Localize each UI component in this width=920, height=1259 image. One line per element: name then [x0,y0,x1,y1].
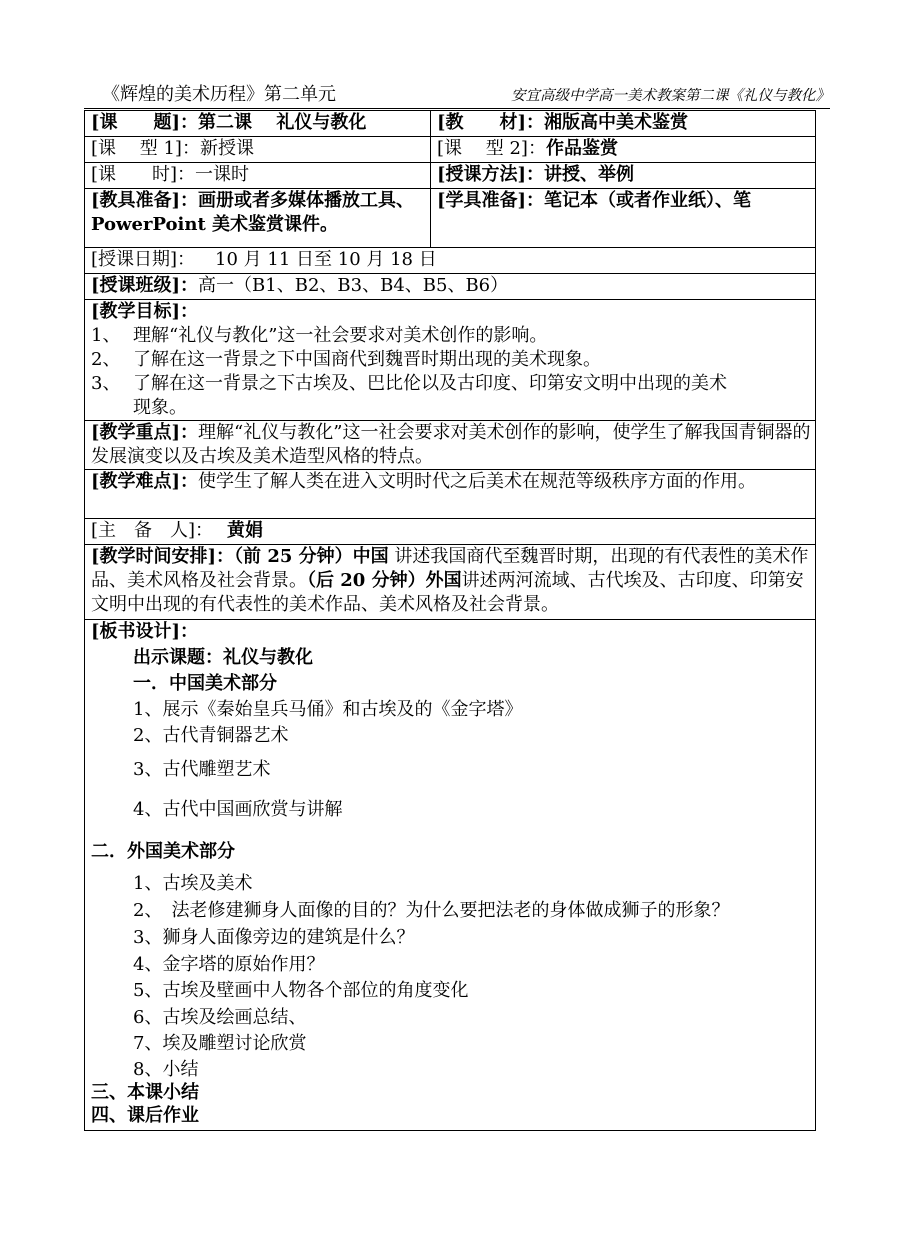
type2-value: 作品鉴赏 [545,138,618,159]
goal-num: 2、 [91,349,121,370]
key-value: 理解“礼仪与教化”这一社会要求对美术创作的影响，使学生了解我国青铜器的发展演变以及古埃及美术造型风格的特点。 [91,422,811,467]
key-label: [教学重点]： [91,422,199,443]
board-china-item: 3、古代雕塑艺术 [133,759,271,780]
method-label: [授课方法]： [437,164,545,185]
header-school-course: 安宜高级中学高一美术教案第二课《礼仪与教化》 [511,88,830,104]
board-title: 出示课题：礼仪与教化 [133,647,313,668]
board-section-summary: 三、本课小结 [91,1082,199,1103]
row-type [85,137,816,163]
board-foreign-item: 4、金字塔的原始作用？ [133,954,325,975]
lesson-plan-table [84,110,816,1131]
goals-label: [教学目标]： [91,301,199,322]
material-label: [教 材]： [437,112,545,133]
topic-label: [课 题]： [91,112,199,133]
row-key-point [85,421,816,470]
material-value: 湘版高中美术鉴赏 [544,112,689,133]
class-label: [授课班级]： [91,275,199,296]
cell-topic [85,111,431,137]
cell-class [85,274,816,300]
type2-label: [课 型 2]： [437,138,546,159]
cell-type2 [431,137,816,163]
cell-difficulty [85,470,816,519]
topic-value: 第二课 礼仪与教化 [198,112,367,133]
schedule-part1-text: 讲述我国商代至魏晋时期，出现的有代表性的美术作品、美术风格及社会背景。 [91,546,809,591]
hours-value: 一课时 [195,164,250,185]
header-unit-title: 《辉煌的美术历程》第二单元 [102,84,336,105]
row-topic [85,111,816,137]
cell-date [85,248,816,274]
schedule-part1-heading: （前 25 分钟）中国 [234,546,389,567]
row-difficulty [85,470,816,519]
board-section-homework: 四、课后作业 [91,1105,199,1126]
difficulty-label: [教学难点]： [91,471,199,492]
page-header [84,84,830,109]
row-date [85,248,816,274]
board-foreign-item: 2、 法老修建狮身人面像的目的？为什么要把法老的身体做成狮子的形象？ [133,900,730,921]
row-class [85,274,816,300]
cell-method [431,163,816,189]
row-board-design [85,620,816,1131]
cell-type1 [85,137,431,163]
cell-schedule [85,545,816,620]
method-value: 讲授、举例 [544,164,635,185]
cell-goals [85,300,816,421]
type1-value: 新授课 [199,138,254,159]
schedule-label: [教学时间安排]： [91,546,235,567]
cell-student-tools [431,189,816,248]
student-tools-label: [学具准备]： [437,190,545,211]
goal-item [91,372,815,396]
goal-num: 3、 [91,373,121,394]
date-value: 10 月 11 日至 10 月 18 日 [215,249,437,270]
date-label: [授课日期]： [91,249,196,270]
board-design [91,620,815,1130]
goal-item [91,348,815,372]
board-section-china: 一．中国美术部分 [133,673,277,694]
goal-text: 理解“礼仪与教化”这一社会要求对美术创作的影响。 [133,325,548,346]
hours-label: [课 时]： [91,164,196,185]
goal-text: 了解在这一背景之下古埃及、巴比伦以及古印度、印第安文明中出现的美术 [133,373,727,394]
cell-preparer [85,519,816,545]
class-value: 高一（B1、B2、B3、B4、B5、B6） [198,275,509,296]
type1-label: [课 型 1]： [91,138,200,159]
student-tools-value: 笔记本（或者作业纸）、笔 [544,190,752,211]
row-tools [85,189,816,248]
schedule-part2-text: 讲述两河流域、古代埃及、古印度、印第安文明中出现的有代表性的美术作品、美术风格及社会背景。 [91,570,804,615]
board-china-item: 4、古代中国画欣赏与讲解 [133,799,343,820]
row-hours [85,163,816,189]
row-goals [85,300,816,421]
row-schedule [85,545,816,620]
cell-board-design [85,620,816,1131]
row-preparer [85,519,816,545]
goal-item [91,324,815,348]
board-foreign-item: 7、埃及雕塑讨论欣赏 [133,1033,307,1054]
cell-hours [85,163,431,189]
board-foreign-item: 6、古埃及绘画总结、 [133,1007,307,1028]
goal-text: 了解在这一背景之下中国商代到魏晋时期出现的美术现象。 [133,349,601,370]
cell-tools [85,189,431,248]
board-foreign-item: 5、古埃及壁画中人物各个部位的角度变化 [133,980,469,1001]
tools-value: 画册或者多媒体播放工具、PowerPoint 美术鉴赏课件。 [91,190,415,235]
cell-key-point [85,421,816,470]
board-foreign-item: 3、狮身人面像旁边的建筑是什么？ [133,927,415,948]
board-china-item: 1、展示《秦始皇兵马俑》和古埃及的《金字塔》 [133,699,523,720]
schedule-part2-heading: （后 20 分钟）外国 [307,570,462,591]
cell-material [431,111,816,137]
board-china-item: 2、古代青铜器艺术 [133,725,289,746]
board-foreign-item: 8、小结 [133,1059,199,1080]
tools-label: [教具准备]： [91,190,199,211]
goal-num: 1、 [91,325,121,346]
preparer-value: 黄娟 [227,520,264,541]
board-section-foreign: 二．外国美术部分 [91,841,235,862]
difficulty-value: 使学生了解人类在进入文明时代之后美术在规范等级秩序方面的作用。 [198,471,757,492]
board-label: [板书设计]： [91,621,199,642]
preparer-label: [主 备 人]： [91,520,214,541]
board-foreign-item: 1、古埃及美术 [133,873,253,894]
goal-continuation: 现象。 [133,397,187,418]
